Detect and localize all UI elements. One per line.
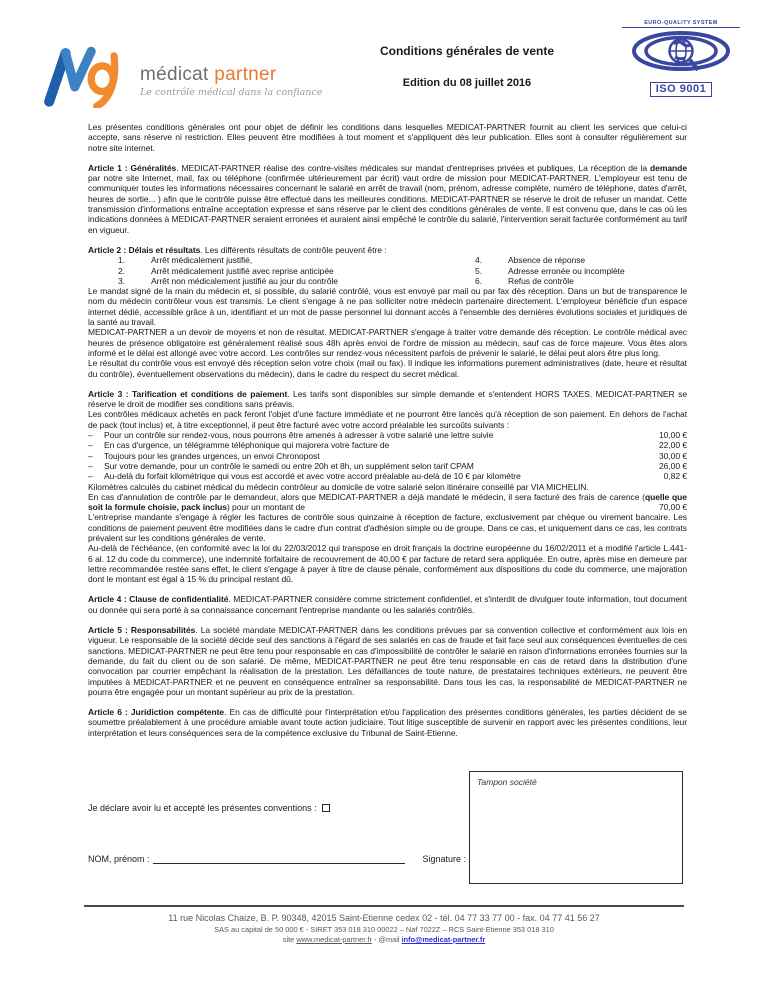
article-5-heading: Article 5 : Responsabilités [88, 625, 196, 636]
price-row: – Sur votre demande, pour un contrôle le samedi ou entre 20h et 8h, un supplément selon tarif CPAM 26,00 € [88, 460, 687, 471]
logo-wordmark: médicat partner [140, 64, 277, 85]
article-6-heading: Article 6 : Juridiction compétente [88, 707, 225, 718]
article-3-lead: Article 3 : Tarification et conditions de paiement. Les tarifs sont disponibles sur simple demande et s'entendent HORS TAXES. MEDICAT-PARTNER se réserve le droit de modifier ses conditions sans préavis. [88, 388, 687, 410]
list-item: 4. Absence de réponse [475, 255, 586, 266]
price-value: 22,00 € [658, 440, 687, 451]
footer-separator [84, 905, 684, 907]
iso-9001-label: ISO 9001 [650, 82, 712, 97]
accept-line [88, 803, 330, 813]
price-row: – En cas d'urgence, un télégramme téléphonique qui majorera votre facture de 22,00 € [88, 440, 687, 451]
price-value: 26,00 € [658, 460, 687, 471]
article-4: Article 4 : Clause de confidentialité. MEDICAT-PARTNER considère comme strictement confidentiel, et s'interdit de divulguer toute information, tout document ou donnée qui sera porté à sa connaissance concernant l'entreprise mandante ou les salariés contrôlés. [88, 594, 687, 615]
price-row: – Toujours pour les grandes urgences, un envoi Chronopost 30,00 € [88, 450, 687, 461]
email-link[interactable]: info@medicat-partner.fr [401, 935, 486, 944]
article-6: Article 6 : Juridiction compétente. En cas de difficulté pour l'interprétation et/ou l'application des présentes conditions générales, les parties décident de se soumettre préalablement à une procédure amiable avant toute action judiciaire. Tout litige susceptible de survenir en rapport avec les présentes conditions, leur interprétation et leurs conséquences sera de la compétence exclusive du Tribunal de Saint-Etienne. [88, 707, 687, 738]
price-value: 0,82 € [663, 471, 687, 482]
footer [0, 896, 768, 944]
tampon-label: Tampon société [477, 777, 537, 787]
list-item: 5. Adresse erronée ou incomplète [475, 265, 625, 276]
price-value: 70,00 € [658, 502, 687, 513]
carence-line: En cas d'annulation de contrôle par le demandeur, alors que MEDICAT-PARTNER a déjà mandaté le médecin, il sera facturé des frais de carence (quelle que soit la formule choisie, pack inclus) pour un montant de 70,00 € [88, 491, 687, 513]
article-5: Article 5 : Responsabilités. La société mandate MEDICAT-PARTNER dans les conditions prévues par sa convention collective et conformément aux lois en vigueur. Le responsable de la société décide seul des sanctions à l'égard de ses salariés en cas de fraude et fait face seul aux conséquences éventuelles de ces sanctions. MEDICAT-PARTNER ne peut être tenu pour responsable en cas d'impossibilité de contrôler le salarié en raison d'informations erronées fournies sur la demande, du fait du client ou de son salarié. De même, MEDICAT-PARTNER ne peut être tenu responsable en cas de retard dans la distribution d'une convocation par courrier empêchant la réalisation de la prestation. Les défaillances de toute nature, de prestataires techniques extérieurs, ne peuvent être imputées à MEDICAT-PARTNER et ne peuvent en conséquence entraîner sa responsabilité. Dans tous les cas, la responsabilité de MEDICAT-PARTNER ne pourra être engagée pour un montant supérieur au prix de la prestation. [88, 625, 687, 697]
declaration-section [88, 770, 687, 892]
list-item: 1. Arrêt médicalement justifié, [118, 255, 253, 266]
footer-legal: SAS au capital de 50 000 € - SIRET 353 018 310 00022 – Naf 7022Z – RCS Saint-Etienne 353 018 310 [214, 925, 554, 934]
price-value: 30,00 € [658, 450, 687, 461]
result-list [88, 255, 687, 286]
title-block [380, 44, 554, 89]
article-2 [88, 245, 687, 379]
paragraph: Le résultat du contrôle vous est envoyé dès réception selon votre choix (mail ou fax). Il indique les informations purement administratives (date, heure et résultat du contrôle), éventuellement observations du médecin), dans le cadre du respect du secret médical. [88, 358, 687, 379]
accept-checkbox-icon[interactable] [322, 804, 330, 812]
price-value: 10,00 € [658, 430, 687, 441]
iso-badge [622, 20, 740, 97]
article-1-heading: Article 1 : Généralités [88, 162, 177, 173]
tampon-box [469, 771, 683, 884]
paragraph: MEDICAT-PARTNER a un devoir de moyens et non de résultat. MEDICAT-PARTNER s'engage à traiter votre demande dès réception. Le contrôle médical avec heures de présence obligatoire est généralement réalisé sous 48h après envoi de l'ordre de mission au médecin, sauf cas de force majeure. Vous êtes alors informé et le délai est allongé avec votre accord. Les contrôles sur rendez-vous nécessitent parfois de prévenir le salarié, le délai peut alors être plus long. [88, 327, 687, 358]
article-2-lead: Article 2 : Délais et résultats. Les différents résultats de contrôle peuvent être : [88, 244, 387, 255]
euro-quality-label: EURO-QUALITY SYSTEM [622, 20, 740, 28]
price-row: – Pour un contrôle sur rendez-vous, nous pourrons être amenés à adresser à votre salarié une lettre suivie 10,00 € [88, 430, 687, 441]
price-row: – Au-delà du forfait kilométrique qui vous est accordé et avec votre accord préalable au-delà de 10 € par kilomètre 0,82 € [88, 471, 687, 482]
list-item: 3. Arrêt non médicalement justifié au jour du contrôle [118, 275, 338, 286]
list-item: 6. Refus de contrôle [475, 275, 574, 286]
article-2-heading: Article 2 : Délais et résultats [88, 244, 201, 255]
paragraph: Le mandat signé de la main du médecin et, si possible, du salarié contrôlé, vous est envoyé par mail ou par fax dès réception. Dans un but de transparence le nom du médecin contrôleur vous est transmis. Le client s'engage à ne pas solliciter notre médecin partenaire directement. L'employeur bénéficie d'un espace internet dédié, accessible grâce à un, identifiant et un mot de passe personnel lui donnant accès à l'ensemble des dernières évolutions sociales et juridiques de la santé au travail. [88, 286, 687, 328]
page-title: Conditions générales de vente [379, 44, 555, 58]
globe-icon [631, 30, 731, 74]
nom-prenom-blank[interactable] [153, 855, 405, 864]
medicat-logo-mark-icon [42, 44, 134, 108]
article-4-heading: Article 4 : Clause de confidentialité [88, 594, 229, 605]
document-body [88, 122, 687, 748]
footer-links: site www.medicat-partner.fr - @mail info@medicat-partner.fr [282, 935, 486, 944]
price-list [88, 430, 687, 481]
article-3-heading: Article 3 : Tarification et conditions de paiement [88, 388, 288, 399]
medicat-logo [42, 44, 322, 108]
declaration-label: Je déclare avoir lu et accepté les présentes conventions : [88, 803, 317, 813]
paragraph: Les contrôles médicaux achetés en pack feront l'objet d'une facture immédiate et ne pourront être lancés qu'à réception de son paiement. En dehors de l'achat de pack (tout inclus) et, à titre exceptionnel, il peut être facturé avec votre accord préalable les surcoûts suivants : [88, 409, 687, 430]
logo-tagline: Le contrôle médical dans la confiance [140, 87, 323, 98]
site-link[interactable]: www.medicat-partner.fr [296, 935, 372, 944]
list-item: 2. Arrêt médicalement justifié avec reprise anticipée [118, 265, 334, 276]
signature-label: Signature : [422, 854, 467, 864]
edition-date: Edition du 08 juillet 2016 [402, 77, 532, 89]
intro-paragraph: Les présentes conditions générales ont pour objet de définir les conditions dans lesquelles MEDICAT-PARTNER fournit au client les services que celui-ci accepte, sans réserve ni restriction. Elles peuvent être modifiées à tout moment et s'appliquent dès leur publication. Elles sont à consulter régulièrement sur notre site internet. [88, 122, 687, 153]
article-1: Article 1 : Généralités. MEDICAT-PARTNER réalise des contre-visites médicales sur mandat d'entreprises privées et publiques. La réception de la demande par notre site Internet, mail, fax ou téléphone (confirmée ultérieurement par écrit) vaut ordre de mission pour MEDICAT-PARTNER. L'employeur est tenu de communiquer toutes les informations nécessaires concernant le salarié en arrêt de travail (nom, prénom, adresse complète, numéro de téléphone, dates d'arrêt, heures de sortie... ) afin que le contrôle puisse être effectué dans les meilleures conditions. MEDICAT-PARTNER se réserve le droit de refuser un mandat. Cette transmission d'informations entraîne acceptation expresse et sans réserve par le client des conditions générales de vente. Il est convenu que, dans le cas où les indications données à MEDICAT-PARTNER seraient erronées et auraient ainsi empêché le contrôle du salarié, l'intervention serait facturée conformément au tarif en vigueur. [88, 162, 687, 235]
nom-prenom-label: NOM, prénom : [88, 854, 150, 864]
km-note: Kilomètres calculés du cabinet médical du médecin contrôleur au domicile de votre salarié selon itinéraire conseillé par VIA MICHELIN. [88, 481, 589, 492]
paragraph: Au-delà de l'échéance, (en conformité avec la loi du 22/03/2012 qui transpose en droit français la doctrine européenne du 16/02/2011 et a modifié l'article L.441-6 al. 12 du code du commerce), une indemnité forfaitaire de recouvrement de 40,00 € par facture de retard sera appliquée. En outre, après mise en demeure par lettre recommandée restée sans effet, le client s'engage à payer à titre de clause pénale, conformément aux dispositions du code du commerce, une majoration dont le montant est égal à 15 % du principal restant dû. [88, 543, 687, 585]
article-3 [88, 389, 687, 585]
paragraph: L'entreprise mandante s'engage à régler les factures de contrôle sous quinzaine à réception de facture, exclusivement par chèque ou virement bancaire. Les conditions de paiement peuvent être modifiées dans le cadre d'un contrat d'adhésion simple ou de groupe. Dans ce cas, et uniquement dans ce cas, les contrats prévalent sur les conditions générales de vente. [88, 512, 687, 543]
footer-address: 11 rue Nicolas Chaize, B. P. 90348, 42015 Saint-Etienne cedex 02 - tél. 04 77 33 77 00 - fax. 04 77 41 56 27 [168, 913, 600, 923]
